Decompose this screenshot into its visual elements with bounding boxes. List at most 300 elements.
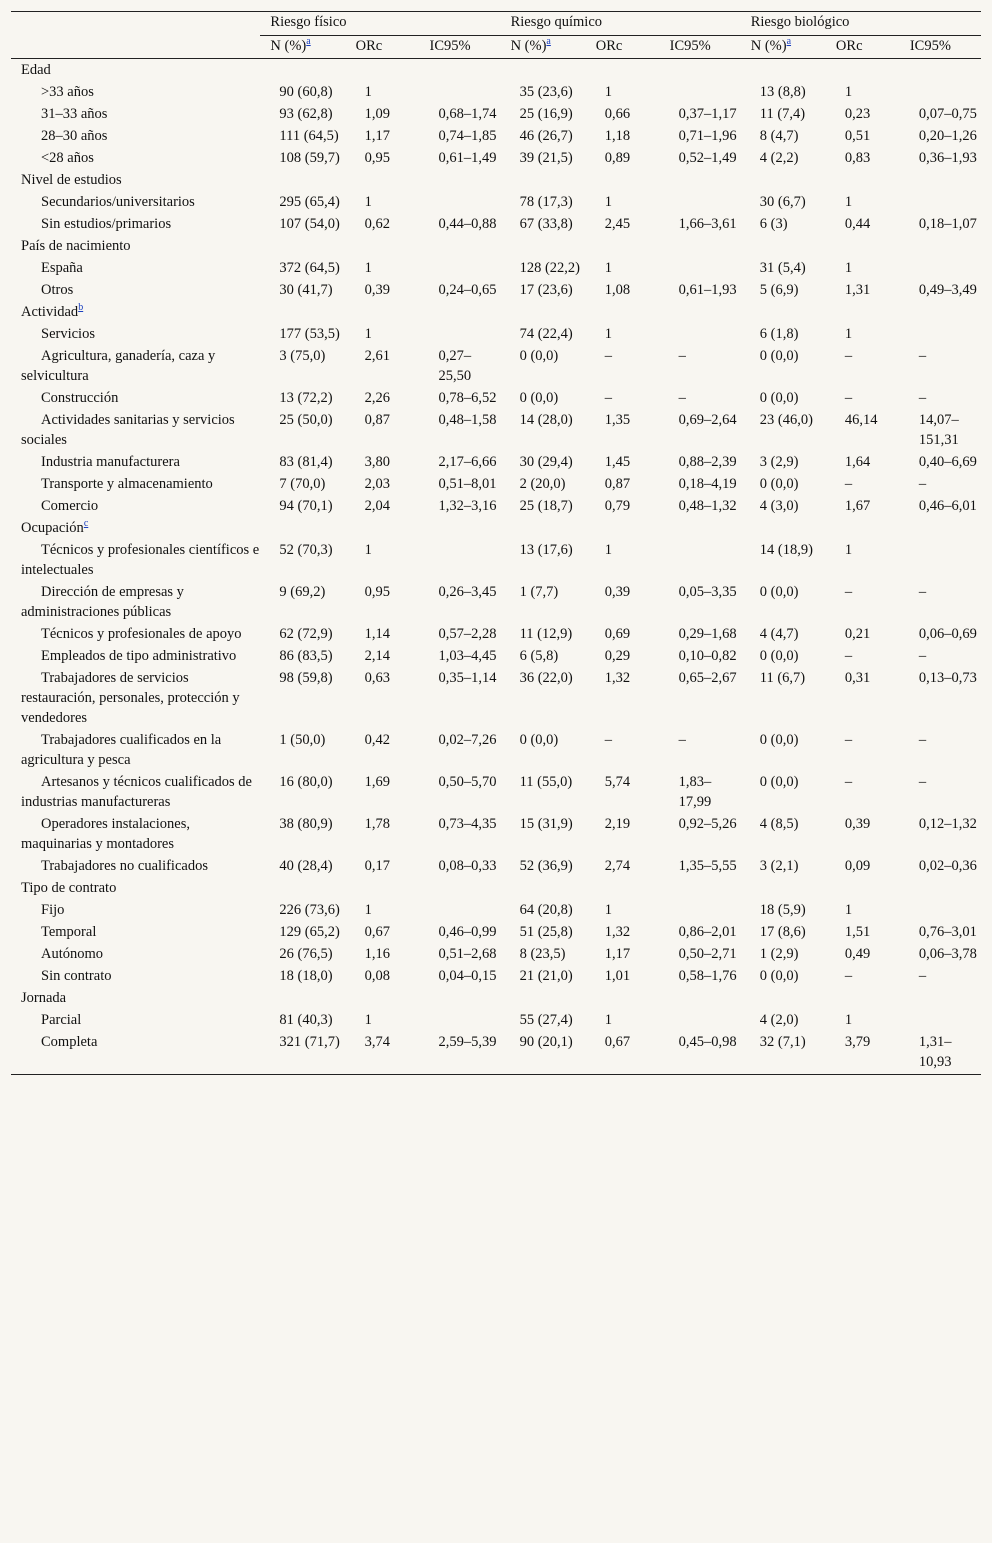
cell-ic95 [419,899,500,921]
cell-ic95 [419,539,500,581]
cell-ic95: 0,29–1,68 [678,626,737,642]
cell-ic95 [660,81,741,103]
cell-orc: 0,51 [844,128,871,144]
cell-n-pct: 78 (17,3) [519,194,573,210]
cell-ic95: 0,36–1,93 [918,150,977,166]
cell-orc: 1,17 [364,128,390,144]
cell-orc: 1 [604,1012,613,1028]
table-row [11,103,981,125]
subheader-empty [11,36,260,59]
cell-n-pct: 30 (29,4) [519,454,573,470]
cell-orc: 0,95 [364,584,390,600]
cell-orc: 1 [604,542,613,558]
row-label: Técnicos y profesionales científicos e intelectuales [21,542,260,578]
footnote-link-a[interactable]: a [546,36,551,48]
subheader-orc: ORc [826,36,900,59]
cell-ic95: 1,66–3,61 [678,216,737,232]
cell-n-pct: 14 (28,0) [519,412,573,428]
section-title-text: Ocupación [21,520,84,536]
cell-ic95: – [918,476,927,492]
cell-ic95: 0,52–1,49 [678,150,737,166]
cell-orc: 5,74 [604,774,631,790]
table-row [11,965,981,987]
cell-ic95: 0,24–0,65 [438,282,497,298]
cell-orc: 0,79 [604,498,631,514]
cell-n-pct: 25 (16,9) [519,106,573,122]
cell-ic95 [660,539,741,581]
table-row [11,191,981,213]
cell-ic95 [660,191,741,213]
cell-n-pct: 32 (7,1) [741,1031,826,1075]
cell-orc: 1 [364,902,372,918]
header-empty [11,12,260,36]
cell-orc: – [844,732,853,748]
cell-orc: 1,16 [364,946,390,962]
cell-ic95: 14,07–151,31 [918,412,959,448]
cell-orc: 1 [364,260,372,276]
footnote-link-c[interactable]: c [83,518,89,530]
table-row [11,855,981,877]
subheader-ic95: IC95% [660,36,741,59]
cell-ic95: 0,04–0,15 [438,968,497,984]
cell-ic95: 2,59–5,39 [419,1031,500,1075]
row-label: Operadores instalaciones, maquinarias y montadores [21,816,190,852]
cell-n-pct: 52 (70,3) [279,542,333,558]
cell-ic95 [419,191,500,213]
section-title-text: Edad [21,62,51,78]
cell-orc: 0,08 [364,968,390,984]
cell-orc: 2,03 [364,476,390,492]
cell-ic95: 0,74–1,85 [438,128,497,144]
section-title-text: Actividad [21,304,79,320]
table-row [11,323,981,345]
cell-ic95 [900,191,981,213]
cell-ic95: 0,76–3,01 [918,924,977,940]
cell-ic95 [419,81,500,103]
cell-ic95: – [918,648,927,664]
cell-n-pct: 3 (2,9) [759,454,799,470]
cell-ic95: – [678,390,686,406]
table-row [11,1009,981,1031]
cell-orc: 1,67 [844,498,871,514]
table-row [11,667,981,729]
row-label: Construcción [41,390,119,406]
cell-ic95 [900,257,981,279]
footnote-link-b[interactable]: b [78,302,84,314]
cell-n-pct: 11 (55,0) [519,774,573,790]
cell-orc: 0,09 [844,858,871,874]
cell-n-pct: 13 (8,8) [759,84,806,100]
subheader-n-pct [501,36,586,59]
section-title-text: Nivel de estudios [21,172,122,188]
cell-n-pct: 7 (70,0) [279,476,326,492]
cell-ic95: 0,27–25,50 [438,348,472,384]
cell-orc: 1,08 [604,282,631,298]
cell-orc: 1 [364,84,372,100]
cell-n-pct: 321 (71,7) [260,1031,345,1075]
cell-n-pct: 0 (0,0) [759,348,799,364]
cell-orc: 1,18 [604,128,631,144]
cell-orc: 46,14 [844,412,878,428]
cell-orc: 0,66 [604,106,631,122]
table-row [11,387,981,409]
cell-n-pct: 46 (26,7) [519,128,573,144]
cell-n-pct: 55 (27,4) [519,1012,573,1028]
row-label: Dirección de empresas y administraciones públicas [21,584,184,620]
table-row [11,213,981,235]
row-label: Autónomo [41,946,104,962]
cell-n-pct: 8 (23,5) [519,946,566,962]
cell-orc: 2,74 [604,858,631,874]
cell-orc: 0,17 [364,858,390,874]
footnote-link-a[interactable]: a [306,36,311,48]
cell-n-pct: 11 (7,4) [759,106,806,122]
cell-orc: 0,39 [364,282,390,298]
cell-orc: 0,39 [844,816,871,832]
cell-orc: – [844,476,853,492]
cell-orc: 1,32 [604,924,631,940]
cell-n-pct: 129 (65,2) [279,924,340,940]
table-row [11,623,981,645]
cell-ic95: 0,06–0,69 [918,626,977,642]
cell-n-pct: 1 (2,9) [759,946,799,962]
group-riesgo-biologico: Riesgo biológico [741,12,981,36]
cell-orc: 1,64 [844,454,871,470]
cell-n-pct: 18 (18,0) [279,968,333,984]
cell-ic95: 0,58–1,76 [678,968,737,984]
table-row [11,473,981,495]
group-riesgo-quimico: Riesgo químico [501,12,741,36]
cell-n-pct: 108 (59,7) [279,150,340,166]
cell-n-pct: 64 (20,8) [519,902,573,918]
table-row [11,581,981,623]
subheader-n-pct-label: N (%) [510,38,547,54]
cell-ic95 [419,257,500,279]
cell-ic95: 0,73–4,35 [438,816,497,832]
cell-ic95: 0,71–1,96 [678,128,737,144]
cell-n-pct: 13 (72,2) [279,390,333,406]
cell-ic95: 0,51–2,68 [438,946,497,962]
cell-orc: 1 [604,84,613,100]
row-label: Técnicos y profesionales de apoyo [41,626,242,642]
cell-orc: 0,42 [364,732,390,748]
cell-ic95: 1,31–10,93 [900,1031,981,1075]
section-title-text: Tipo de contrato [21,880,117,896]
cell-orc: 0,95 [364,150,390,166]
cell-ic95 [660,1009,741,1031]
cell-orc: 1,35 [604,412,631,428]
cell-ic95: 0,57–2,28 [438,626,497,642]
table-header [11,12,981,59]
cell-n-pct: 6 (1,8) [759,326,799,342]
subheader-n-pct [741,36,826,59]
cell-n-pct: 31 (5,4) [759,260,806,276]
cell-n-pct: 74 (22,4) [519,326,573,342]
row-label: Sin contrato [41,968,112,984]
cell-orc: – [844,648,853,664]
section-title [11,169,981,191]
cell-ic95 [419,323,500,345]
cell-orc: 1,78 [364,816,390,832]
cell-n-pct: 39 (21,5) [519,150,573,166]
subheader-orc: ORc [346,36,420,59]
cell-orc: 1,51 [844,924,871,940]
cell-orc: 1 [604,326,613,342]
cell-n-pct: 2 (20,0) [519,476,566,492]
cell-n-pct: 1 (7,7) [519,584,559,600]
cell-orc: – [604,732,613,748]
row-label: España [41,260,83,276]
cell-ic95: 0,02–0,36 [918,858,977,874]
table-row [11,813,981,855]
cell-ic95: 1,32–3,16 [438,498,497,514]
cell-orc: 1,69 [364,774,390,790]
cell-orc: 0,39 [604,584,631,600]
cell-ic95: 0,50–2,71 [678,946,737,962]
cell-orc: 0,44 [844,216,871,232]
cell-n-pct: 226 (73,6) [279,902,340,918]
cell-n-pct: 111 (64,5) [279,128,339,144]
cell-ic95 [900,899,981,921]
table-row [11,729,981,771]
cell-orc: 1 [364,542,372,558]
section-title [11,301,981,323]
cell-orc: 1,31 [844,282,871,298]
cell-ic95: 0,06–3,78 [918,946,977,962]
cell-orc: 2,04 [364,498,390,514]
section-title [11,877,981,899]
cell-n-pct: 295 (65,4) [279,194,340,210]
cell-n-pct: 26 (76,5) [279,946,333,962]
cell-orc: 1 [844,84,853,100]
cell-ic95: 0,13–0,73 [918,670,977,686]
cell-orc: 2,19 [604,816,631,832]
cell-n-pct: 40 (28,4) [279,858,333,874]
cell-ic95: 1,03–4,45 [438,648,497,664]
cell-n-pct: 107 (54,0) [279,216,340,232]
footnote-link-a[interactable]: a [786,36,792,48]
row-label: Transporte y almacenamiento [41,476,213,492]
cell-n-pct: 15 (31,9) [519,816,573,832]
cell-n-pct: 90 (20,1) [501,1031,586,1075]
cell-n-pct: 30 (41,7) [279,282,333,298]
row-label: Actividades sanitarias y servicios sociales [21,412,235,448]
cell-n-pct: 25 (18,7) [519,498,573,514]
cell-n-pct: 98 (59,8) [279,670,333,686]
cell-n-pct: 62 (72,9) [279,626,333,642]
row-label: Otros [41,282,74,298]
cell-orc: 0,23 [844,106,871,122]
cell-n-pct: 67 (33,8) [519,216,573,232]
cell-ic95: 2,17–6,66 [438,454,497,470]
row-label: Trabajadores cualificados en la agricultura y pesca [21,732,222,768]
cell-orc: – [844,584,853,600]
cell-ic95 [900,539,981,581]
row-label: Trabajadores de servicios restauración, personales, protección y vendedores [21,670,240,726]
cell-ic95: 0,08–0,33 [438,858,497,874]
table-row [11,125,981,147]
cell-orc: 1,45 [604,454,631,470]
subheader-n-pct-label: N (%) [270,38,307,54]
row-label: Servicios [41,326,95,342]
cell-ic95 [660,899,741,921]
cell-orc: 1 [844,194,853,210]
cell-ic95: 0,68–1,74 [438,106,497,122]
cell-ic95: 0,18–4,19 [678,476,737,492]
row-label: Temporal [41,924,97,940]
cell-ic95: – [918,968,927,984]
cell-orc: – [844,390,853,406]
table-row [11,279,981,301]
cell-n-pct: 0 (0,0) [759,774,799,790]
cell-orc: 2,14 [364,648,390,664]
cell-ic95: 0,61–1,49 [438,150,497,166]
cell-orc: 1 [844,902,853,918]
row-label: Trabajadores no cualificados [41,858,208,874]
cell-orc: 1,14 [364,626,390,642]
cell-ic95: 1,83–17,99 [678,774,712,810]
cell-orc: 2,45 [604,216,631,232]
cell-n-pct: 128 (22,2) [519,260,580,276]
cell-n-pct: 1 (50,0) [279,732,326,748]
cell-orc: 0,67 [586,1031,660,1075]
cell-ic95: 0,35–1,14 [438,670,497,686]
cell-n-pct: 4 (4,7) [759,626,799,642]
cell-n-pct: 6 (3) [759,216,788,232]
cell-ic95: 0,45–0,98 [660,1031,741,1075]
cell-ic95 [660,257,741,279]
cell-n-pct: 6 (5,8) [519,648,559,664]
cell-n-pct: 36 (22,0) [519,670,573,686]
cell-ic95: 0,26–3,45 [438,584,497,600]
row-label: Empleados de tipo administrativo [41,648,237,664]
cell-n-pct: 18 (5,9) [759,902,806,918]
cell-n-pct: 30 (6,7) [759,194,806,210]
cell-n-pct: 0 (0,0) [759,732,799,748]
cell-orc: 0,49 [844,946,871,962]
cell-ic95: 0,51–8,01 [438,476,497,492]
row-label: Completa [11,1031,260,1075]
cell-n-pct: 0 (0,0) [519,732,559,748]
cell-orc: 0,83 [844,150,871,166]
cell-n-pct: 90 (60,8) [279,84,333,100]
cell-orc: 0,87 [364,412,390,428]
cell-n-pct: 3 (2,1) [759,858,799,874]
cell-ic95: 0,12–1,32 [918,816,977,832]
cell-n-pct: 0 (0,0) [519,348,559,364]
cell-n-pct: 11 (12,9) [519,626,573,642]
cell-ic95: 1,35–5,55 [678,858,737,874]
section-title-text: Jornada [21,990,67,1006]
cell-orc: 1,17 [604,946,631,962]
cell-ic95: 0,44–0,88 [438,216,497,232]
cell-orc: 1 [604,902,613,918]
cell-orc: 1 [604,194,613,210]
cell-ic95: 0,02–7,26 [438,732,497,748]
cell-orc: 1 [364,1012,372,1028]
cell-orc: 0,29 [604,648,631,664]
group-riesgo-fisico: Riesgo físico [260,12,500,36]
cell-n-pct: 13 (17,6) [519,542,573,558]
cell-ic95: 0,50–5,70 [438,774,497,790]
cell-ic95: 0,05–3,35 [678,584,737,600]
risk-table [11,11,981,1075]
cell-n-pct: 3 (75,0) [279,348,326,364]
row-label: <28 años [41,150,94,166]
cell-ic95: 0,61–1,93 [678,282,737,298]
cell-ic95: 0,48–1,58 [438,412,497,428]
cell-orc: 1 [844,260,853,276]
table-row [11,409,981,451]
cell-ic95 [660,323,741,345]
cell-orc: 1 [844,326,853,342]
cell-ic95 [900,323,981,345]
cell-ic95: – [918,390,927,406]
cell-ic95: 0,48–1,32 [678,498,737,514]
cell-orc: 3,74 [346,1031,420,1075]
row-label: Fijo [41,902,65,918]
section-title [11,59,981,82]
cell-orc: 1,32 [604,670,631,686]
cell-n-pct: 14 (18,9) [759,542,813,558]
subheader-n-pct-label: N (%) [750,38,787,54]
table-container [11,11,981,1075]
table-row [11,943,981,965]
cell-orc: 1 [844,1012,853,1028]
table-row [11,81,981,103]
table-row [11,147,981,169]
cell-n-pct: 0 (0,0) [759,968,799,984]
cell-orc: 3,80 [364,454,390,470]
row-label: Parcial [41,1012,82,1028]
cell-n-pct: 51 (25,8) [519,924,573,940]
cell-n-pct: 8 (4,7) [759,128,799,144]
row-label: Secundarios/universitarios [41,194,195,210]
table-row [11,451,981,473]
section-title [11,517,981,539]
section-title-text: País de nacimiento [21,238,131,254]
table-row [11,899,981,921]
cell-ic95: 0,88–2,39 [678,454,737,470]
cell-ic95: 0,46–0,99 [438,924,497,940]
cell-n-pct: 23 (46,0) [759,412,813,428]
cell-n-pct: 86 (83,5) [279,648,333,664]
cell-ic95: 0,18–1,07 [918,216,977,232]
cell-orc: 1,09 [364,106,390,122]
cell-orc: 2,61 [364,348,390,364]
cell-ic95 [419,1009,500,1031]
cell-n-pct: 0 (0,0) [759,648,799,664]
cell-orc: 1 [844,542,853,558]
cell-orc: 0,89 [604,150,631,166]
cell-n-pct: 4 (2,2) [759,150,799,166]
cell-orc: 0,63 [364,670,390,686]
cell-n-pct: 4 (3,0) [759,498,799,514]
table-row [11,1031,981,1075]
cell-orc: 0,21 [844,626,871,642]
row-label: >33 años [41,84,94,100]
cell-orc: 1 [604,260,613,276]
cell-ic95: 0,10–0,82 [678,648,737,664]
table-row [11,495,981,517]
section-title [11,987,981,1009]
cell-ic95: 0,40–6,69 [918,454,977,470]
cell-orc: – [844,774,853,790]
cell-n-pct: 35 (23,6) [519,84,573,100]
cell-ic95: – [678,732,686,748]
cell-orc: 0,69 [604,626,631,642]
cell-n-pct: 11 (6,7) [759,670,806,686]
